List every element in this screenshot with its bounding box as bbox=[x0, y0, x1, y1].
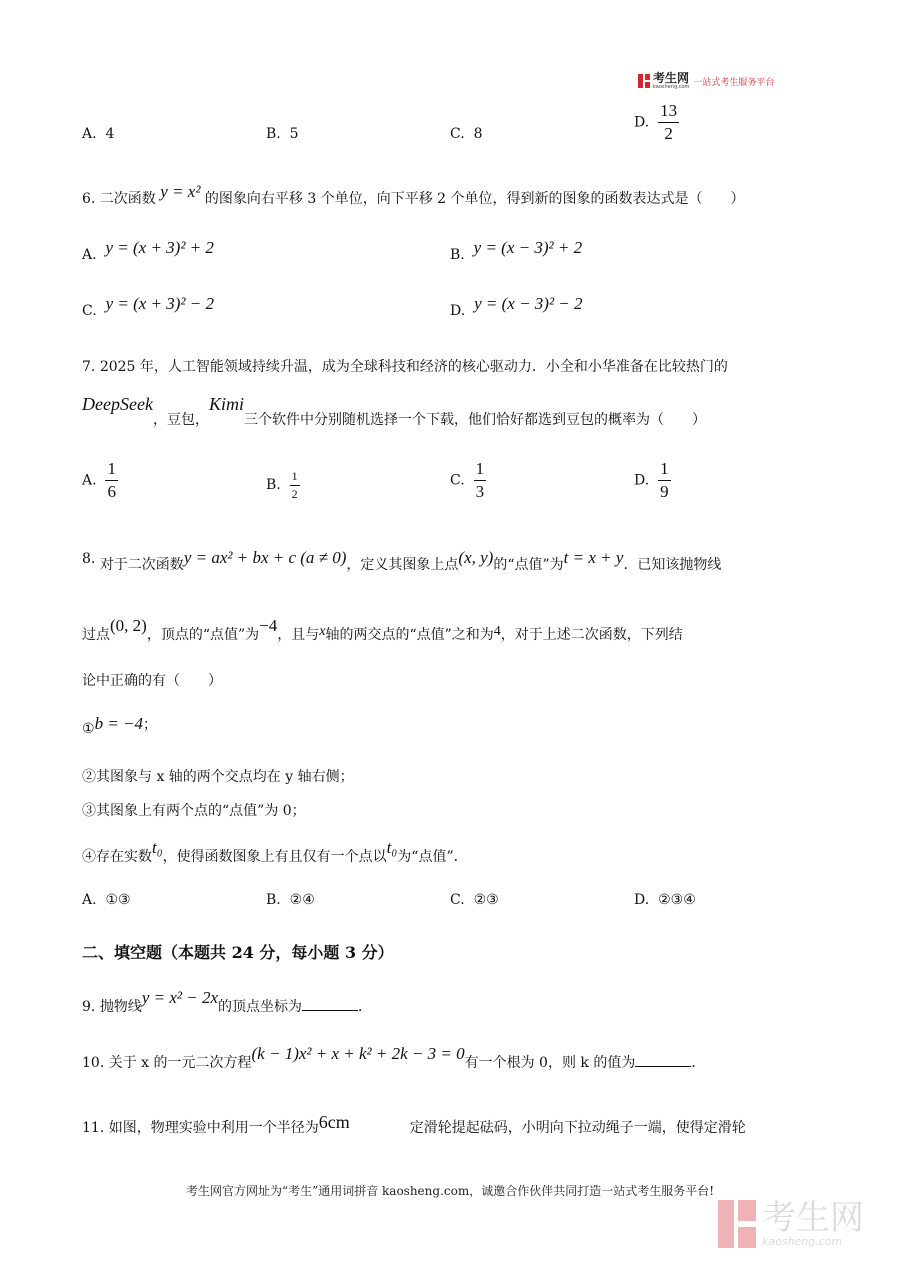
watermark-logo bbox=[718, 1197, 864, 1248]
q6-function: y = x² bbox=[160, 182, 201, 201]
section-heading-fill-in: 二、填空题（本题共 24 分，每小题 3 分） bbox=[82, 943, 394, 962]
q5-option-b: B. 5 bbox=[266, 126, 299, 142]
q8-stem-line1: 8. 对于二次函数y = ax² + bx + c (a ≠ 0)，定义其图象上点(x, y)的“点值”为t = x + y．已知该抛物线 bbox=[82, 548, 722, 573]
q7-app-kimi: Kimi bbox=[208, 394, 244, 414]
q8-statement-1: ①b = −4； bbox=[82, 714, 158, 737]
q9-function: y = x² − 2x bbox=[141, 988, 218, 1007]
q6-option-d: D. y = (x − 3)² − 2 bbox=[450, 294, 583, 319]
q7-option-a: A. $\frac{1}{6}$ bbox=[82, 459, 116, 501]
q8-option-b: B. ②④ bbox=[266, 892, 315, 908]
q6-option-c: C. y = (x + 3)² − 2 bbox=[82, 294, 215, 319]
watermark-mark-icon bbox=[718, 1200, 756, 1248]
logo-tagline: 一站式考生服务平台 bbox=[693, 77, 775, 88]
q8-statement-4: ④存在实数t₀，使得函数图象上有且仅有一个点以t₀为“点值”． bbox=[82, 838, 468, 865]
q8-statement-3: ③其图象上有两个点的“点值”为 0； bbox=[82, 803, 306, 819]
q9-stem: 9. 抛物线y = x² − 2x的顶点坐标为 ． bbox=[82, 988, 372, 1015]
q5-option-a: A. 4 bbox=[82, 126, 115, 142]
q5-option-d: D. $\frac{13}{2}$ bbox=[634, 101, 678, 143]
q7-option-d: D. $\frac{1}{9}$ bbox=[634, 459, 669, 501]
logo-mark-icon bbox=[638, 74, 650, 88]
q10-answer-blank[interactable] bbox=[635, 1054, 691, 1067]
q8-statement-2: ②其图象与 x 轴的两个交点均在 y 轴右侧； bbox=[82, 769, 354, 785]
q8-stem-line2: 过点(0, 2)，顶点的“点值”为−4，且与x轴的两交点的“点值”之和为4，对于上述二次函数，下列结 bbox=[82, 616, 683, 643]
q8-option-d: D. ②③④ bbox=[634, 892, 696, 908]
q8-function: y = ax² + bx + c (a ≠ 0) bbox=[183, 548, 347, 567]
q7-option-b: B. $\frac{1}{2}$ bbox=[266, 469, 298, 501]
logo-name: 考生网 bbox=[653, 71, 690, 85]
q11-stem: 11. 如图，物理实验中利用一个半径为6cm 定滑轮提起砝码，小明向下拉动绳子一端，使得定滑轮 bbox=[82, 1112, 746, 1136]
page-footer: 考生网官方网址为“考生”通用词拼音 kaosheng.com，诚邀合作伙伴共同打造一站式考生服务平台! bbox=[185, 1184, 715, 1198]
q7-stem-line2: DeepSeek，豆包，Kimi三个软件中分别随机选择一个下载，他们恰好都选到豆包的概率为（ ） bbox=[82, 394, 706, 428]
logo-domain: kaosheng.com bbox=[653, 84, 690, 90]
watermark-name: 考生网 bbox=[762, 1197, 864, 1238]
q7-app-deepseek: DeepSeek bbox=[82, 394, 153, 414]
q6-option-b: B. y = (x − 3)² + 2 bbox=[450, 238, 583, 263]
q6-stem: 6. 二次函数 y = x² 的图象向右平移 3 个单位，向下平移 2 个单位，得到新的图象的函数表达式是（ ） bbox=[82, 182, 745, 207]
q10-stem: 10. 关于 x 的一元二次方程(k − 1)x² + x + k² + 2k − 3 = 0有一个根为 0，则 k 的值为 ． bbox=[82, 1044, 706, 1071]
q7-stem-line1: 7. 2025 年，人工智能领域持续升温，成为全球科技和经济的核心驱动力．小全和小华准备在比较热门的 bbox=[82, 359, 728, 375]
q7-option-c: C. $\frac{1}{3}$ bbox=[450, 459, 485, 501]
q8-option-a: A. ①③ bbox=[82, 892, 131, 908]
q10-equation: (k − 1)x² + x + k² + 2k − 3 = 0 bbox=[251, 1044, 465, 1063]
header-logo[interactable] bbox=[638, 72, 774, 90]
q8-option-c: C. ②③ bbox=[450, 892, 499, 908]
q5-option-c: C. 8 bbox=[450, 126, 483, 142]
q5-d-fraction: $\frac{13}{2}$ bbox=[660, 101, 678, 143]
watermark-domain: kaosheng.com bbox=[762, 1234, 843, 1248]
q6-option-a: A. y = (x + 3)² + 2 bbox=[82, 238, 214, 263]
q9-answer-blank[interactable] bbox=[302, 998, 358, 1011]
q8-stem-line3: 论中正确的有（ ） bbox=[82, 673, 222, 689]
